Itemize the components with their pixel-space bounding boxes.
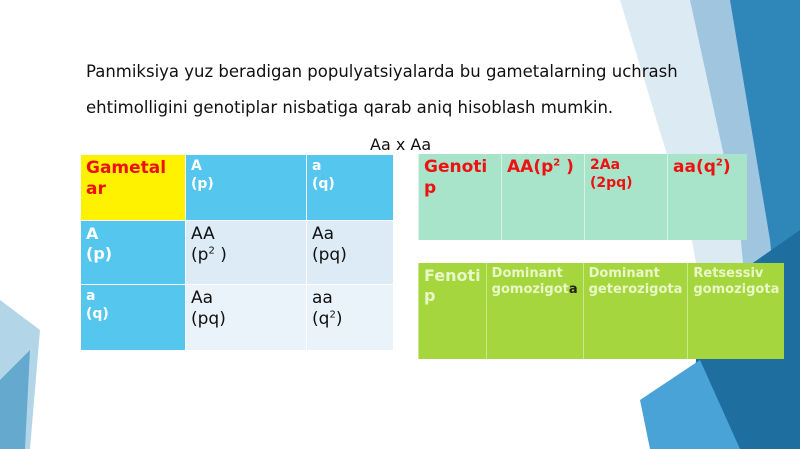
genotype-header: Genoti p: [419, 154, 502, 240]
cell-Aa-1: Aa (pq): [307, 221, 394, 285]
cell-Aa-2: Aa (pq): [186, 285, 307, 351]
phenotype-header: Fenoti p: [419, 263, 487, 359]
gamete-row-header-A: A (p): [81, 221, 186, 285]
genotype-AA: $AA(p^2$ ): [502, 154, 585, 240]
intro-line-2: ehtimolligini genotiplar nisbatiga qarab aniq hisoblash mumkin.: [86, 98, 614, 117]
gamete-corner-header: Gametal ar: [81, 155, 186, 221]
gamete-table: [80, 154, 394, 351]
phenotype-recessive-homozygous: Retsessiv gomozigota: [688, 263, 784, 359]
gamete-row-header-a: a (q): [81, 285, 186, 351]
cell-aa: aa $(q^2)$: [307, 285, 394, 351]
cross-label: Aa x Aa: [370, 135, 432, 154]
cell-AA: AA ($p^2$ ): [186, 221, 307, 285]
genotype-aa: $aa(q^2)$: [668, 154, 748, 240]
genotype-2Aa: 2Aa (2pq): [585, 154, 668, 240]
phenotype-dominant-heterozygous: Dominant geterozigota: [583, 263, 688, 359]
phenotype-dominant-homozygous: Dominant gomozigota: [486, 263, 583, 359]
gamete-col-header-a: a (q): [307, 155, 394, 221]
phenotype-table: [418, 263, 784, 359]
gamete-col-header-A: A (p): [186, 155, 307, 221]
genotype-table: [418, 154, 747, 240]
intro-line-1: Panmiksiya yuz beradigan populyatsiyalarda bu gametalarning uchrash: [86, 62, 678, 81]
